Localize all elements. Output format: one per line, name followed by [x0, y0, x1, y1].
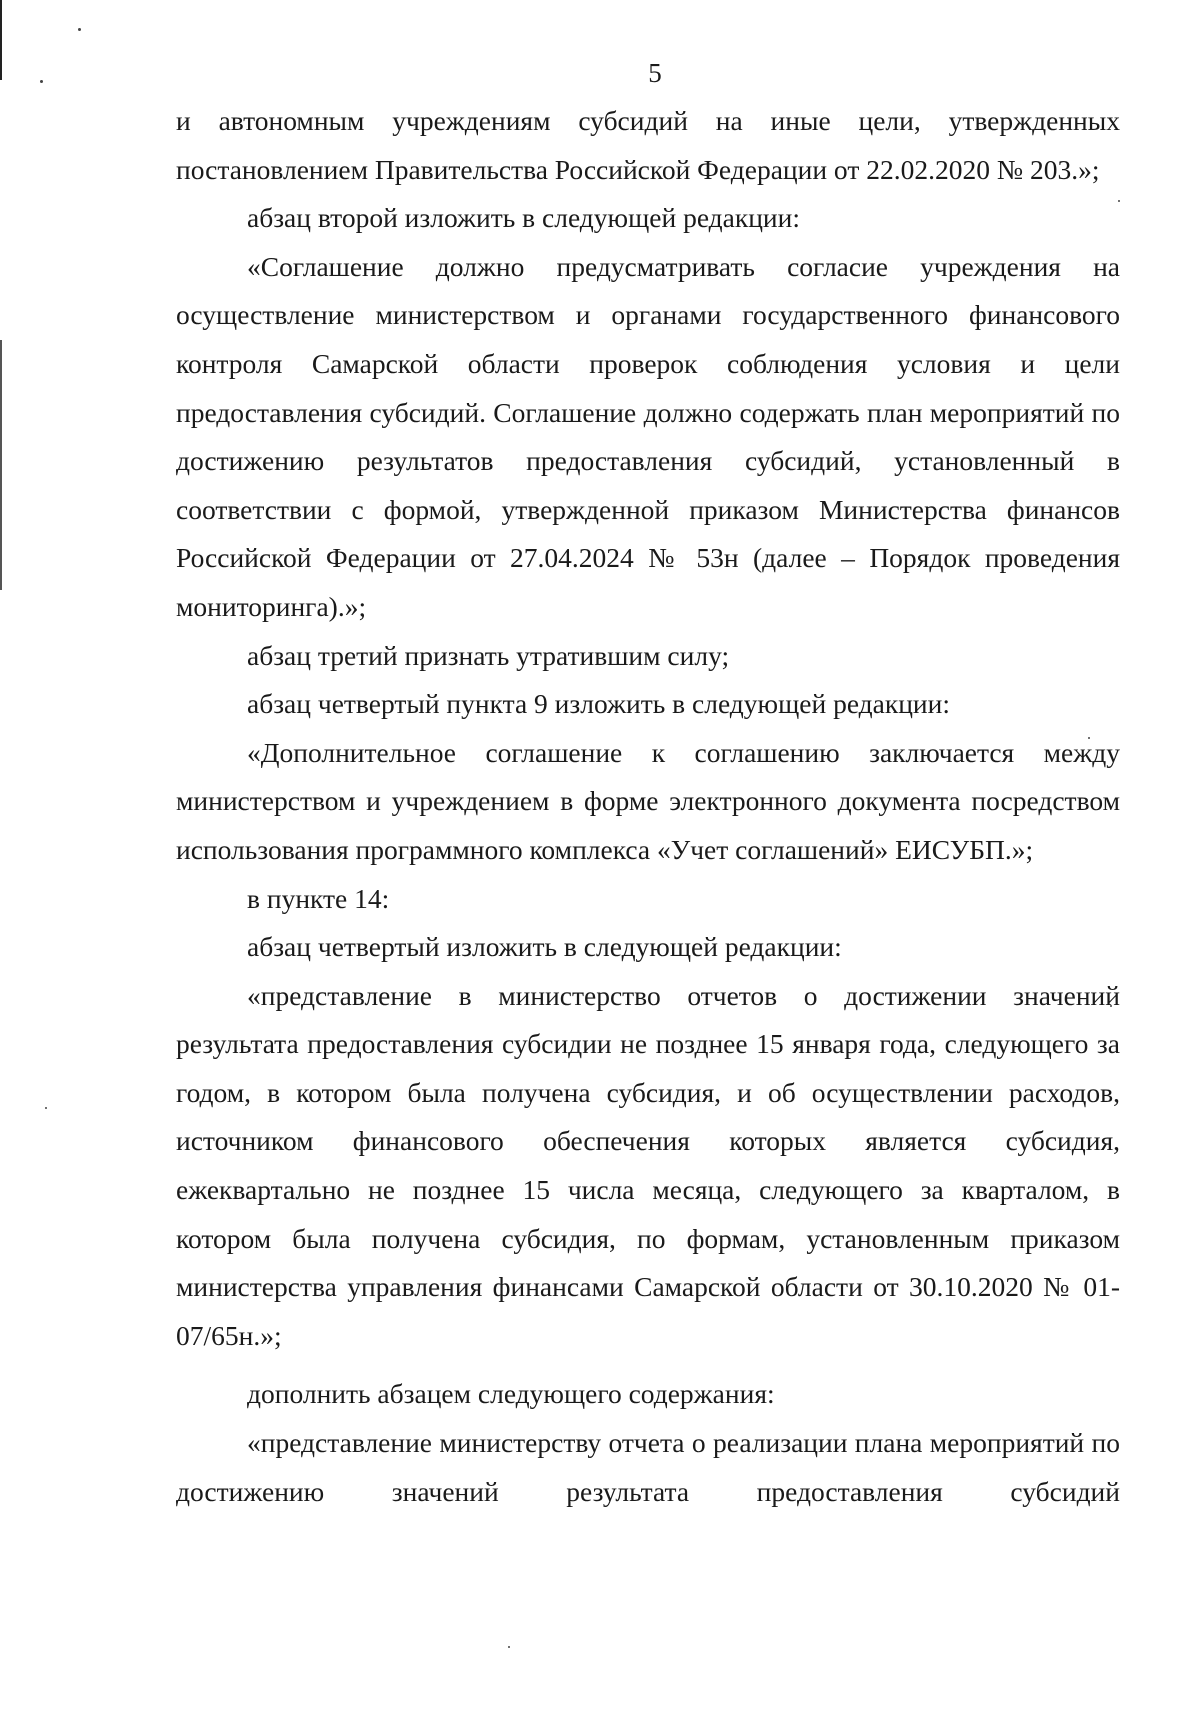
scan-speck	[78, 28, 81, 31]
scan-speck	[45, 1107, 47, 1109]
paragraph: «Дополнительное соглашение к соглашению заключается между министерством и учреждением в форме электронного документа посредством использования программного комплекса «Учет соглашений» ЕИСУБП.»;	[176, 736, 1120, 865]
scan-edge-mark	[0, 340, 2, 590]
paragraph: абзац четвертый изложить в следующей редакции:	[247, 931, 842, 963]
paragraph: «представление министерству отчета о реализации плана мероприятий по достижению значений результата предоставления субсидий	[176, 1427, 1120, 1507]
paragraph: абзац третий признать утратившим силу;	[247, 639, 730, 671]
paragraph: «представление в министерство отчетов о достижении значений результата предоставления субсидии не позднее 15 января года, следующего за годом, в котором была получена субсидия, и об осуществлении расходов, источником финансового обеспечения которых является субсидия, ежеквартально не позднее 15 числа месяца, следующего за кварталом, в котором была получена субсидия, по формам, установленным приказом министерства управления финансами Самарской области от 30.10.2020 № 01-07/65н.»;	[176, 979, 1120, 1351]
document-body	[176, 97, 1120, 1516]
paragraph: абзац четвертый пункта 9 изложить в следующей редакции:	[247, 688, 951, 720]
paragraph: в пункте 14:	[247, 882, 390, 914]
paragraph: абзац второй изложить в следующей редакции:	[247, 202, 801, 234]
paragraph: дополнить абзацем следующего содержания:	[247, 1378, 775, 1410]
paragraph: «Соглашение должно предусматривать согласие учреждения на осуществление министерством и органами государственного финансового контроля Самарской области проверок соблюдения условия и цели предоставления субсидий. Соглашение должно содержать план мероприятий по достижению результатов предоставления субсидий, установленный в соответствии с формой, утвержденной приказом Министерства финансов Российской Федерации от 27.04.2024 № 53н (далее – Порядок проведения мониторинга).»;	[176, 250, 1120, 622]
paragraph: и автономным учреждениям субсидий на иные цели, утвержденных постановлением Правительства Российской Федерации от 22.02.2020 № 203.»;	[176, 105, 1120, 185]
page-number: 5	[648, 58, 662, 88]
scan-speck	[508, 1646, 510, 1648]
